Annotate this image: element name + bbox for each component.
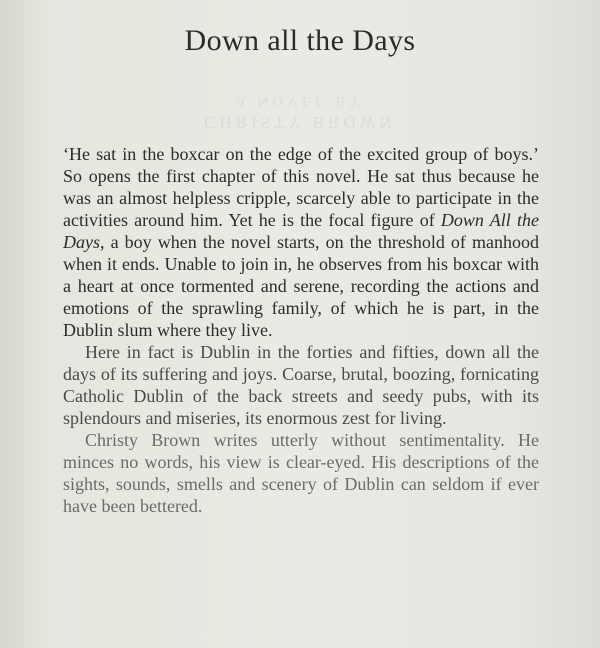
paragraph-1-part-1: ‘He sat in the boxcar on the edge of the excited group of boys.’ So opens the first chapter of this novel. He sat thus because he was an almost helpless cripple, scarcely able to participate in the activities around him. Yet he is the focal figure of: [63, 144, 539, 230]
paragraph-3: Christy Brown writes utterly without sentimentality. He minces no words, his view is clear-eyed. His descriptions of the sights, sounds, smells and scenery of Dublin can seldom if ever have been bettered.: [63, 430, 539, 516]
page-title: Down all the Days: [184, 24, 416, 57]
paragraph-1-part-2: , a boy when the novel starts, on the threshold of manhood when it ends. Unable to join in, he observes from his boxcar with a heart at once tormented and serene, recording the actions and emotions of the sprawling family, of which he is part, in the Dublin slum where they live.: [63, 232, 539, 340]
paragraph-2: Here in fact is Dublin in the forties and fifties, down all the days of its suffering and joys. Coarse, brutal, boozing, fornicating Catholic Dublin of the back streets and seedy pubs, with its splendours and miseries, its enormous zest for living.: [63, 342, 539, 428]
book-title-italic: Down All the Days: [63, 210, 539, 252]
paragraph-1: [63, 143, 539, 341]
show-through-text-line-2: CHRISTY BROWN: [204, 113, 396, 132]
blurb-text: [63, 143, 539, 517]
show-through-text-line-1: A NOVEL BY: [235, 93, 365, 109]
